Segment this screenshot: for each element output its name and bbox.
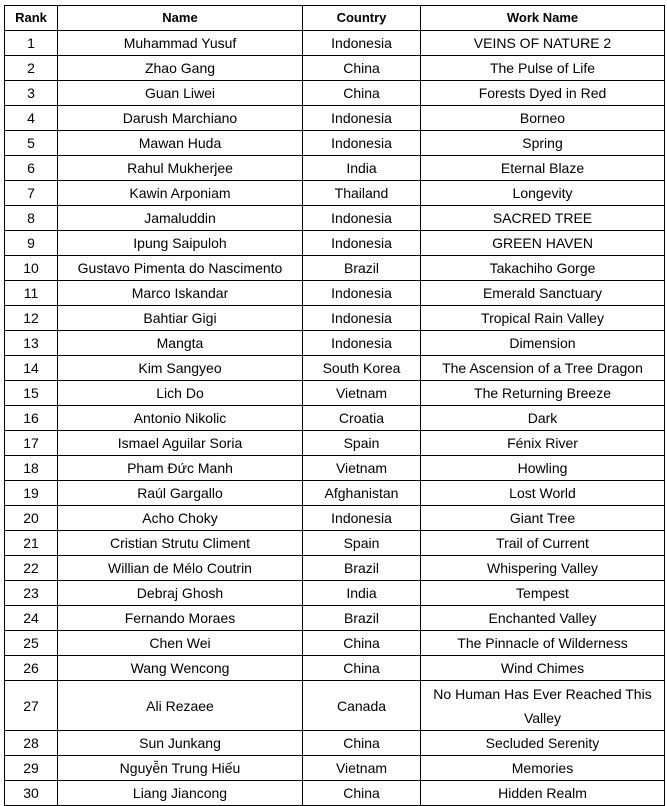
work-name-cell: Howling: [421, 456, 665, 481]
table-row: [5, 606, 665, 631]
table-row: [5, 381, 665, 406]
name-cell: Debraj Ghosh: [58, 581, 303, 606]
table-row: [5, 631, 665, 656]
country-cell: Indonesia: [303, 281, 421, 306]
rank-cell: 28: [5, 731, 58, 756]
rank-cell: 10: [5, 256, 58, 281]
rank-cell: 11: [5, 281, 58, 306]
rank-cell: 14: [5, 356, 58, 381]
work-name-cell: Dark: [421, 406, 665, 431]
work-name-cell: Whispering Valley: [421, 556, 665, 581]
header-country: Country: [303, 6, 421, 31]
table-row: [5, 131, 665, 156]
table-row: [5, 106, 665, 131]
work-name-cell: Borneo: [421, 106, 665, 131]
table-row: [5, 81, 665, 106]
country-cell: Thailand: [303, 181, 421, 206]
table-body: [5, 31, 665, 806]
name-cell: Darush Marchiano: [58, 106, 303, 131]
rank-cell: 16: [5, 406, 58, 431]
country-cell: Indonesia: [303, 106, 421, 131]
work-name-cell: Tropical Rain Valley: [421, 306, 665, 331]
work-name-cell: Forests Dyed in Red: [421, 81, 665, 106]
header-name: Name: [58, 6, 303, 31]
rank-cell: 23: [5, 581, 58, 606]
country-cell: Canada: [303, 681, 421, 731]
work-name-cell: The Returning Breeze: [421, 381, 665, 406]
country-cell: Brazil: [303, 256, 421, 281]
work-name-cell: Dimension: [421, 331, 665, 356]
country-cell: India: [303, 581, 421, 606]
table-row: [5, 181, 665, 206]
rank-cell: 20: [5, 506, 58, 531]
rank-cell: 2: [5, 56, 58, 81]
name-cell: Liang Jiancong: [58, 781, 303, 806]
table-row: [5, 431, 665, 456]
name-cell: Willian de Mélo Coutrin: [58, 556, 303, 581]
name-cell: Mangta: [58, 331, 303, 356]
rank-cell: 8: [5, 206, 58, 231]
rank-cell: 30: [5, 781, 58, 806]
country-cell: Indonesia: [303, 331, 421, 356]
table-row: [5, 156, 665, 181]
rank-cell: 13: [5, 331, 58, 356]
name-cell: Pham Đức Manh: [58, 456, 303, 481]
name-cell: Rahul Mukherjee: [58, 156, 303, 181]
name-cell: Gustavo Pimenta do Nascimento: [58, 256, 303, 281]
country-cell: China: [303, 631, 421, 656]
work-name-cell: The Pinnacle of Wilderness: [421, 631, 665, 656]
rank-cell: 4: [5, 106, 58, 131]
work-name-cell: Lost World: [421, 481, 665, 506]
rank-cell: 1: [5, 31, 58, 56]
name-cell: Lich Do: [58, 381, 303, 406]
country-cell: Indonesia: [303, 506, 421, 531]
table-row: [5, 556, 665, 581]
rank-cell: 22: [5, 556, 58, 581]
table-row: [5, 356, 665, 381]
name-cell: Raúl Gargallo: [58, 481, 303, 506]
rank-cell: 24: [5, 606, 58, 631]
table-row: [5, 456, 665, 481]
name-cell: Fernando Moraes: [58, 606, 303, 631]
work-name-cell: Takachiho Gorge: [421, 256, 665, 281]
header-work-name: Work Name: [421, 6, 665, 31]
name-cell: Marco Iskandar: [58, 281, 303, 306]
work-name-cell: GREEN HAVEN: [421, 231, 665, 256]
country-cell: China: [303, 781, 421, 806]
table-row: [5, 731, 665, 756]
name-cell: Bahtiar Gigi: [58, 306, 303, 331]
work-name-cell: VEINS OF NATURE 2: [421, 31, 665, 56]
name-cell: Guan Liwei: [58, 81, 303, 106]
rank-cell: 27: [5, 681, 58, 731]
name-cell: Sun Junkang: [58, 731, 303, 756]
table-row: [5, 531, 665, 556]
work-name-cell: Giant Tree: [421, 506, 665, 531]
country-cell: Spain: [303, 431, 421, 456]
name-cell: Zhao Gang: [58, 56, 303, 81]
work-name-cell: Eternal Blaze: [421, 156, 665, 181]
header-rank: Rank: [5, 6, 58, 31]
name-cell: Chen Wei: [58, 631, 303, 656]
table-row: [5, 781, 665, 806]
country-cell: Indonesia: [303, 231, 421, 256]
work-name-cell: The Pulse of Life: [421, 56, 665, 81]
country-cell: China: [303, 56, 421, 81]
rank-cell: 29: [5, 756, 58, 781]
country-cell: Brazil: [303, 606, 421, 631]
country-cell: India: [303, 156, 421, 181]
work-name-cell: Trail of Current: [421, 531, 665, 556]
rank-cell: 9: [5, 231, 58, 256]
table-row: [5, 756, 665, 781]
work-name-cell: Enchanted Valley: [421, 606, 665, 631]
name-cell: Antonio Nikolic: [58, 406, 303, 431]
name-cell: Nguyễn Trung Hiếu: [58, 756, 303, 781]
work-name-cell: Tempest: [421, 581, 665, 606]
work-name-cell: No Human Has Ever Reached This Valley: [421, 681, 665, 731]
name-cell: Jamaluddin: [58, 206, 303, 231]
country-cell: Indonesia: [303, 131, 421, 156]
name-cell: Ali Rezaee: [58, 681, 303, 731]
country-cell: China: [303, 656, 421, 681]
work-name-cell: Fénix River: [421, 431, 665, 456]
name-cell: Cristian Strutu Climent: [58, 531, 303, 556]
name-cell: Wang Wencong: [58, 656, 303, 681]
table-row: [5, 306, 665, 331]
work-name-cell: Memories: [421, 756, 665, 781]
name-cell: Kim Sangyeo: [58, 356, 303, 381]
rank-cell: 19: [5, 481, 58, 506]
name-cell: Ismael Aguilar Soria: [58, 431, 303, 456]
name-cell: Mawan Huda: [58, 131, 303, 156]
rank-cell: 18: [5, 456, 58, 481]
table-row: [5, 406, 665, 431]
work-name-cell: Secluded Serenity: [421, 731, 665, 756]
country-cell: Croatia: [303, 406, 421, 431]
table-row: [5, 206, 665, 231]
country-cell: Indonesia: [303, 206, 421, 231]
country-cell: Afghanistan: [303, 481, 421, 506]
rank-cell: 17: [5, 431, 58, 456]
table-row: [5, 656, 665, 681]
rank-cell: 6: [5, 156, 58, 181]
table-row: [5, 231, 665, 256]
name-cell: Muhammad Yusuf: [58, 31, 303, 56]
work-name-cell: Longevity: [421, 181, 665, 206]
rank-cell: 3: [5, 81, 58, 106]
table-row: [5, 31, 665, 56]
country-cell: China: [303, 731, 421, 756]
work-name-cell: The Ascension of a Tree Dragon: [421, 356, 665, 381]
header-row: [5, 6, 665, 31]
rank-cell: 25: [5, 631, 58, 656]
table-row: [5, 281, 665, 306]
work-name-cell: Emerald Sanctuary: [421, 281, 665, 306]
work-name-cell: SACRED TREE: [421, 206, 665, 231]
table-row: [5, 581, 665, 606]
table-row: [5, 681, 665, 731]
table-row: [5, 506, 665, 531]
name-cell: Acho Choky: [58, 506, 303, 531]
rank-cell: 15: [5, 381, 58, 406]
name-cell: Ipung Saipuloh: [58, 231, 303, 256]
country-cell: Brazil: [303, 556, 421, 581]
work-name-cell: Spring: [421, 131, 665, 156]
country-cell: China: [303, 81, 421, 106]
rank-cell: 5: [5, 131, 58, 156]
work-name-cell: Hidden Realm: [421, 781, 665, 806]
country-cell: Spain: [303, 531, 421, 556]
ranking-table: [4, 5, 665, 806]
country-cell: Vietnam: [303, 381, 421, 406]
country-cell: Indonesia: [303, 306, 421, 331]
rank-cell: 12: [5, 306, 58, 331]
country-cell: Vietnam: [303, 456, 421, 481]
rank-cell: 26: [5, 656, 58, 681]
table-row: [5, 331, 665, 356]
rank-cell: 21: [5, 531, 58, 556]
country-cell: South Korea: [303, 356, 421, 381]
rank-cell: 7: [5, 181, 58, 206]
table-row: [5, 256, 665, 281]
work-name-cell: Wind Chimes: [421, 656, 665, 681]
country-cell: Indonesia: [303, 31, 421, 56]
name-cell: Kawin Arponiam: [58, 181, 303, 206]
table-row: [5, 56, 665, 81]
country-cell: Vietnam: [303, 756, 421, 781]
table-row: [5, 481, 665, 506]
